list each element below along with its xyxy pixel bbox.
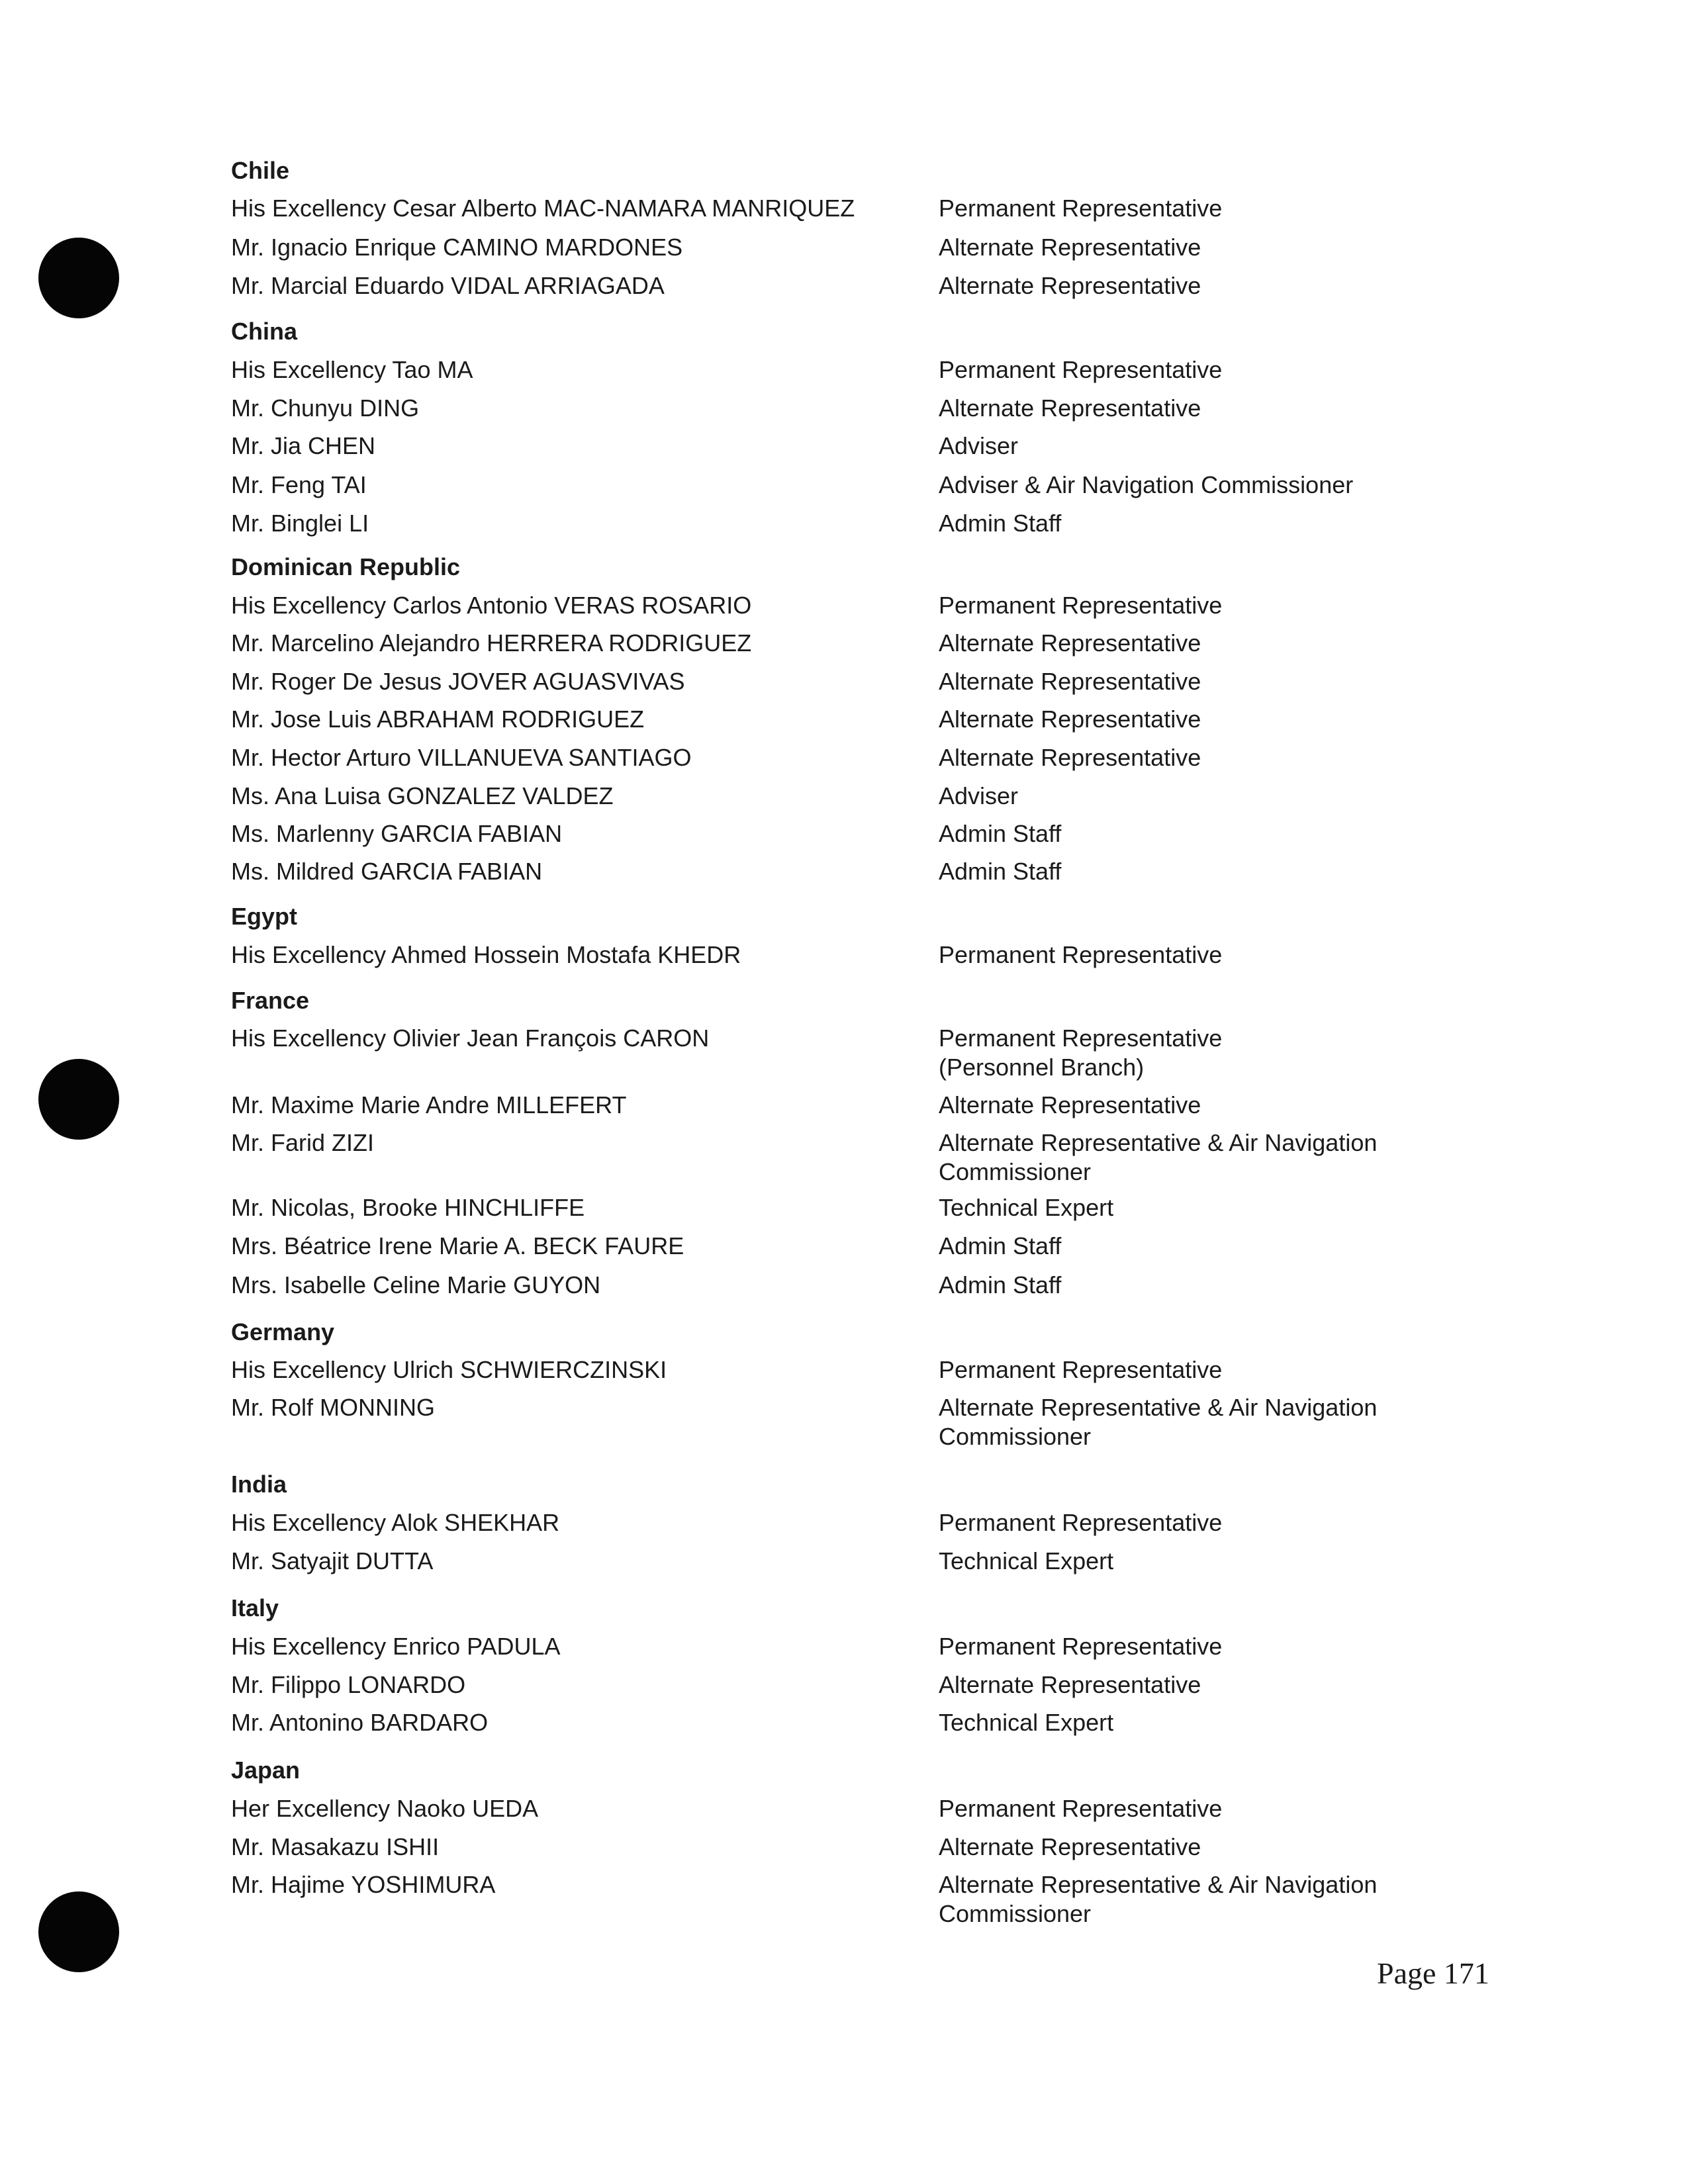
delegate-role: Technical Expert	[939, 1709, 1114, 1736]
delegate-role: Permanent Representative	[939, 1509, 1223, 1536]
delegate-role: Permanent Representative	[939, 1795, 1223, 1822]
delegate-name: Mr. Binglei LI	[231, 510, 369, 537]
delegate-role: Alternate Representative	[939, 234, 1201, 261]
delegate-name: Mr. Marcelino Alejandro HERRERA RODRIGUEZ	[231, 629, 752, 657]
delegate-role: Adviser & Air Navigation Commissioner	[939, 471, 1354, 498]
delegate-role: Admin Staff	[939, 820, 1062, 847]
delegate-role: Alternate Representative	[939, 1833, 1201, 1860]
delegate-role: Alternate Representative	[939, 744, 1201, 771]
delegate-name: His Excellency Alok SHEKHAR	[231, 1509, 560, 1536]
delegate-name: Mr. Jia CHEN	[231, 432, 376, 459]
delegate-role: Alternate Representative	[939, 1091, 1201, 1118]
delegate-role: Alternate Representative	[939, 668, 1201, 695]
delegate-role: Admin Staff	[939, 1232, 1062, 1259]
delegate-name: Mr. Farid ZIZI	[231, 1129, 374, 1156]
country-heading: Germany	[231, 1318, 335, 1345]
delegate-name: Ms. Mildred GARCIA FABIAN	[231, 858, 543, 885]
country-heading: China	[231, 318, 298, 345]
delegate-name: Mrs. Béatrice Irene Marie A. BECK FAURE	[231, 1232, 684, 1259]
delegate-name: Mrs. Isabelle Celine Marie GUYON	[231, 1271, 601, 1298]
country-heading: India	[231, 1471, 287, 1498]
delegate-name: His Excellency Cesar Alberto MAC-NAMARA MANRIQUEZ	[231, 195, 855, 222]
delegate-role: Admin Staff	[939, 1271, 1062, 1298]
country-heading: Dominican Republic	[231, 553, 461, 580]
delegate-name: Mr. Feng TAI	[231, 471, 367, 498]
delegate-name: His Excellency Ulrich SCHWIERCZINSKI	[231, 1356, 667, 1383]
delegate-role: Technical Expert	[939, 1547, 1114, 1574]
delegate-name: Mr. Maxime Marie Andre MILLEFERT	[231, 1091, 627, 1118]
country-heading: Chile	[231, 157, 290, 184]
delegate-name: Her Excellency Naoko UEDA	[231, 1795, 539, 1822]
delegate-role: Alternate Representative & Air Navigation Commissioner	[939, 1394, 1378, 1450]
delegate-name: Mr. Nicolas, Brooke HINCHLIFFE	[231, 1194, 585, 1221]
delegate-role: Permanent Representative	[939, 941, 1223, 968]
delegate-role: Adviser	[939, 432, 1019, 459]
delegate-name: Mr. Chunyu DING	[231, 394, 420, 422]
delegate-role: Alternate Representative	[939, 629, 1201, 657]
delegate-role: Admin Staff	[939, 510, 1062, 537]
country-heading: Japan	[231, 1756, 301, 1784]
delegate-role: Permanent Representative	[939, 592, 1223, 619]
delegate-role: Alternate Representative	[939, 1671, 1201, 1698]
delegate-role: Alternate Representative	[939, 705, 1201, 733]
delegate-name: Mr. Roger De Jesus JOVER AGUASVIVAS	[231, 668, 685, 695]
delegate-name: His Excellency Ahmed Hossein Mostafa KHEDR	[231, 941, 741, 968]
delegate-role: Alternate Representative	[939, 394, 1201, 422]
delegate-role: Permanent Representative (Personnel Branch)	[939, 1024, 1223, 1081]
country-heading: Egypt	[231, 903, 298, 930]
delegate-role: Permanent Representative	[939, 1356, 1223, 1383]
delegate-name: Mr. Jose Luis ABRAHAM RODRIGUEZ	[231, 705, 645, 733]
delegate-name: Ms. Ana Luisa GONZALEZ VALDEZ	[231, 782, 614, 809]
delegate-name: Mr. Masakazu ISHII	[231, 1833, 440, 1860]
delegate-name: Mr. Filippo LONARDO	[231, 1671, 466, 1698]
delegate-role: Technical Expert	[939, 1194, 1114, 1221]
delegate-name: Mr. Ignacio Enrique CAMINO MARDONES	[231, 234, 683, 261]
delegate-name: Mr. Hajime YOSHIMURA	[231, 1871, 496, 1898]
delegate-role: Permanent Representative	[939, 195, 1223, 222]
delegate-name: Mr. Rolf MONNING	[231, 1394, 436, 1421]
delegate-role: Permanent Representative	[939, 356, 1223, 383]
delegate-name: Mr. Antonino BARDARO	[231, 1709, 489, 1736]
delegate-name: His Excellency Olivier Jean François CARON	[231, 1024, 710, 1052]
delegate-name: Mr. Marcial Eduardo VIDAL ARRIAGADA	[231, 272, 665, 299]
delegate-name: Mr. Hector Arturo VILLANUEVA SANTIAGO	[231, 744, 692, 771]
delegate-role: Alternate Representative & Air Navigation Commissioner	[939, 1871, 1378, 1927]
page-number: Page 171	[1377, 1956, 1489, 1990]
delegate-name: Ms. Marlenny GARCIA FABIAN	[231, 820, 563, 847]
delegate-role: Admin Staff	[939, 858, 1062, 885]
delegate-role: Permanent Representative	[939, 1633, 1223, 1660]
delegate-name: His Excellency Tao MA	[231, 356, 473, 383]
delegate-name: Mr. Satyajit DUTTA	[231, 1547, 434, 1574]
country-heading: Italy	[231, 1594, 279, 1621]
delegate-role: Adviser	[939, 782, 1019, 809]
delegate-role: Alternate Representative & Air Navigation Commissioner	[939, 1129, 1378, 1185]
delegate-name: His Excellency Carlos Antonio VERAS ROSARIO	[231, 592, 752, 619]
delegate-role: Alternate Representative	[939, 272, 1201, 299]
delegate-name: His Excellency Enrico PADULA	[231, 1633, 561, 1660]
country-heading: France	[231, 987, 310, 1014]
